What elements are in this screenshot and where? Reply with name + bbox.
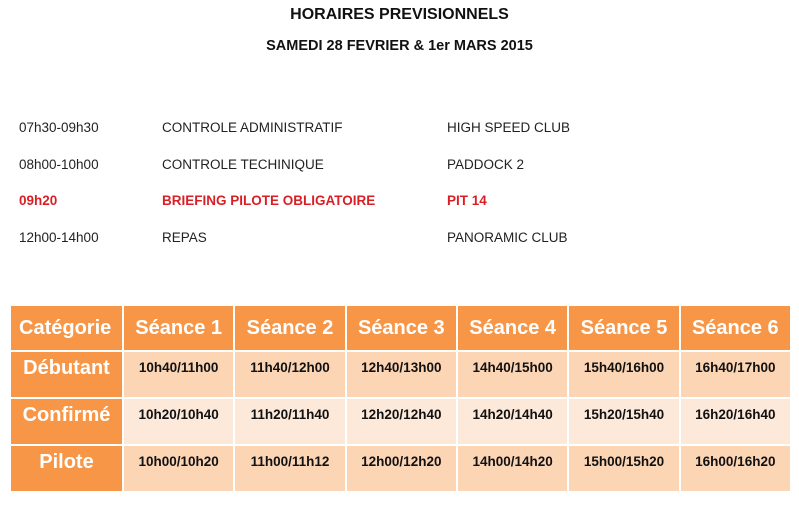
table-header-row xyxy=(10,305,791,351)
header-session-4: Séance 4 xyxy=(457,305,568,351)
schedule-place: PIT 14 xyxy=(447,193,487,208)
slot-cell: 11h40/12h00 xyxy=(234,351,345,398)
schedule-row xyxy=(19,120,719,157)
schedule-activity: BRIEFING PILOTE OBLIGATOIRE xyxy=(162,193,376,208)
schedule-place: PADDOCK 2 xyxy=(447,156,525,172)
header-session-1: Séance 1 xyxy=(123,305,234,351)
slot-cell: 16h40/17h00 xyxy=(680,351,791,398)
category-cell: Débutant xyxy=(10,351,123,398)
schedule-row xyxy=(19,230,719,267)
slot-cell: 15h20/15h40 xyxy=(568,398,679,445)
schedule-place: HIGH SPEED CLUB xyxy=(447,120,571,135)
schedule-time: 07h30-09h30 xyxy=(19,120,99,135)
slot-cell: 11h20/11h40 xyxy=(234,398,345,445)
schedule-row xyxy=(19,157,719,194)
schedule-activity: CONTROLE ADMINISTRATIF xyxy=(162,120,343,135)
schedule-activity: CONTROLE TECHINIQUE xyxy=(162,156,324,172)
table-row-debutant xyxy=(10,351,791,398)
schedule-time: 09h20 xyxy=(19,193,58,208)
schedule-time: 12h00-14h00 xyxy=(19,229,99,245)
slot-cell: 12h20/12h40 xyxy=(346,398,457,445)
header-session-6: Séance 6 xyxy=(680,305,791,351)
page-subtitle: SAMEDI 28 FEVRIER & 1er MARS 2015 xyxy=(266,38,533,54)
slot-cell: 12h00/12h20 xyxy=(346,445,457,492)
schedule-time: 08h00-10h00 xyxy=(19,156,99,172)
page-title: HORAIRES PREVISIONNELS xyxy=(290,6,509,23)
slot-cell: 16h00/16h20 xyxy=(680,445,791,492)
header-session-2: Séance 2 xyxy=(234,305,345,351)
header-session-3: Séance 3 xyxy=(346,305,457,351)
schedule-list xyxy=(19,120,719,266)
slot-cell: 15h40/16h00 xyxy=(568,351,679,398)
slot-cell: 15h00/15h20 xyxy=(568,445,679,492)
slot-cell: 11h00/11h12 xyxy=(234,445,345,492)
slot-cell: 16h20/16h40 xyxy=(680,398,791,445)
header-session-5: Séance 5 xyxy=(568,305,679,351)
slot-cell: 14h00/14h20 xyxy=(457,445,568,492)
slot-cell: 12h40/13h00 xyxy=(346,351,457,398)
slot-cell: 10h00/10h20 xyxy=(123,445,234,492)
schedule-activity: REPAS xyxy=(162,229,207,245)
category-cell: Confirmé xyxy=(10,398,123,445)
table-row-pilote xyxy=(10,445,791,492)
header-category: Catégorie xyxy=(10,305,123,351)
table-row-confirme xyxy=(10,398,791,445)
slot-cell: 14h20/14h40 xyxy=(457,398,568,445)
category-cell: Pilote xyxy=(10,445,123,492)
schedule-place: PANORAMIC CLUB xyxy=(447,229,568,245)
slot-cell: 10h20/10h40 xyxy=(123,398,234,445)
slot-cell: 14h40/15h00 xyxy=(457,351,568,398)
slot-cell: 10h40/11h00 xyxy=(123,351,234,398)
schedule-row-briefing xyxy=(19,193,719,230)
session-table xyxy=(9,304,792,493)
